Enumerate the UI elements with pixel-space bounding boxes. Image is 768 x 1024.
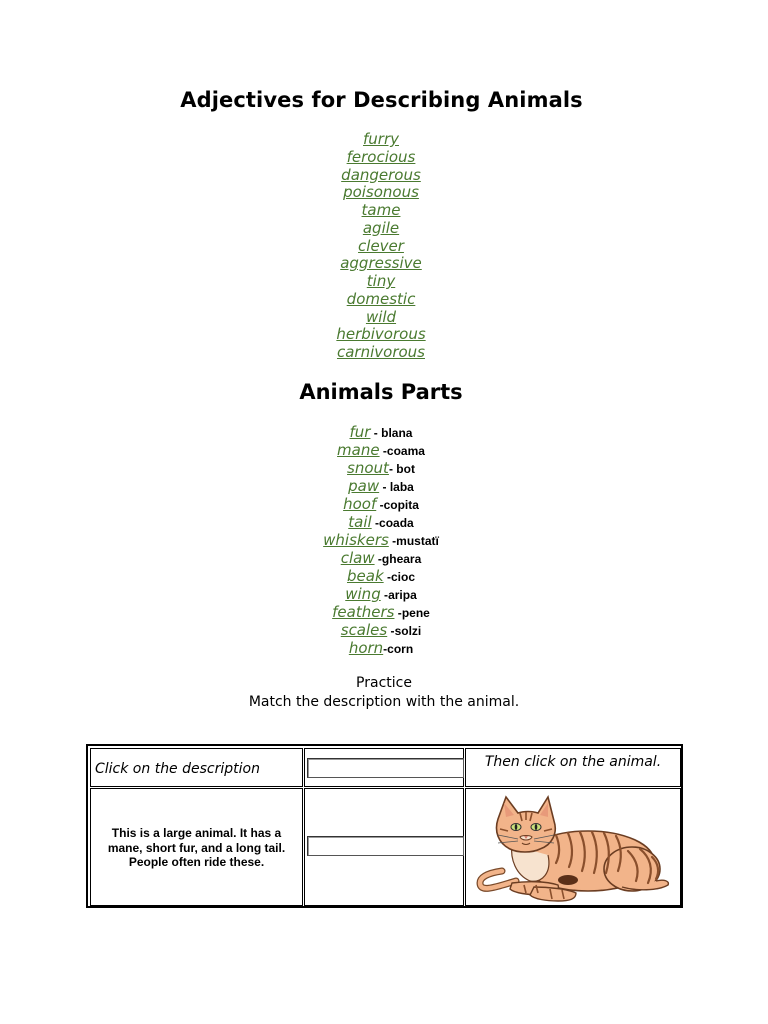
separator: - (394, 606, 402, 620)
separator: - (380, 588, 389, 602)
romanian-translation: aripa (388, 588, 417, 602)
animal-part-link[interactable]: snout (347, 459, 389, 477)
adjective-link[interactable]: domestic (346, 289, 416, 308)
cat-image[interactable] (476, 789, 676, 905)
romanian-translation: bot (396, 462, 415, 476)
romanian-translation: coada (379, 516, 414, 530)
animal-parts-title: Animals Parts (299, 380, 463, 404)
adjective-list (0, 131, 762, 362)
romanian-translation: pene (401, 606, 430, 620)
separator: - (383, 642, 388, 656)
animal-part-link[interactable]: claw (340, 549, 375, 567)
animal-part-item (0, 495, 762, 513)
quiz-header-answer-cell (304, 748, 464, 787)
adjective-link[interactable]: aggressive (340, 254, 422, 273)
romanian-translation: corn (387, 642, 414, 656)
animal-part-link[interactable]: beak (347, 567, 384, 585)
animal-part-item (0, 639, 762, 657)
romanian-translation: mustatï (396, 534, 439, 548)
adjective-link[interactable]: tiny (366, 272, 396, 290)
separator: - (388, 462, 397, 476)
animal-part-item (0, 567, 762, 585)
answer-input-1[interactable] (307, 758, 464, 778)
separator: - (371, 516, 380, 530)
separator: - (376, 498, 384, 512)
quiz-answer-cell (304, 788, 464, 906)
romanian-translation: coama (386, 444, 425, 458)
adjective-link[interactable]: clever (358, 236, 404, 255)
animal-part-link[interactable]: tail (348, 513, 372, 531)
animal-part-item (0, 441, 762, 459)
animal-part-link[interactable]: feathers (332, 603, 395, 621)
animal-part-item (0, 513, 762, 531)
animal-part-link[interactable]: fur (349, 423, 371, 441)
romanian-translation: cioc (390, 570, 415, 584)
animal-part-link[interactable]: horn (348, 639, 384, 657)
animal-part-link[interactable]: paw (348, 477, 380, 495)
separator: - (388, 534, 397, 548)
adjective-link[interactable]: dangerous (341, 165, 421, 184)
adjective-link[interactable]: poisonous (343, 183, 419, 202)
adjective-link[interactable]: agile (362, 218, 400, 237)
animal-part-link[interactable]: mane (337, 441, 380, 459)
animal-part-item (0, 585, 762, 603)
romanian-translation: blana (381, 426, 413, 440)
quiz-description-cell[interactable] (90, 788, 303, 906)
animal-part-item (0, 423, 762, 441)
adjective-link[interactable]: tame (361, 201, 401, 219)
quiz-animal-cell[interactable] (465, 788, 681, 906)
animal-part-link[interactable]: wing (345, 585, 381, 603)
adjective-link[interactable]: ferocious (346, 147, 416, 166)
adjective-link[interactable]: furry (363, 130, 399, 148)
animal-part-item (0, 459, 762, 477)
romanian-translation: gheara (381, 552, 422, 566)
animal-part-link[interactable]: hoof (343, 495, 377, 513)
adjective-link[interactable]: wild (365, 307, 397, 326)
adjective-link[interactable]: herbivorous (336, 325, 426, 344)
separator: - (387, 624, 395, 638)
animal-part-link[interactable]: whiskers (323, 531, 389, 549)
animal-part-item (0, 531, 762, 549)
separator: - (379, 444, 387, 458)
romanian-translation: solzi (394, 624, 422, 638)
quiz-header-description (90, 748, 303, 787)
quiz-description-text[interactable]: This is a large animal. It has a mane, short fur, and a long tail. People often ride these. (107, 826, 286, 869)
matching-quiz-table (86, 744, 683, 908)
animal-parts-list (0, 423, 762, 657)
answer-input-2[interactable] (307, 836, 464, 856)
animal-part-item (0, 477, 762, 495)
adjective-link[interactable]: carnivorous (336, 343, 425, 361)
animal-part-item (0, 621, 762, 639)
separator: - (374, 552, 382, 566)
quiz-header-animal (465, 748, 681, 787)
animal-part-item (0, 603, 762, 621)
separator: - (370, 426, 382, 440)
practice-heading: Practice (356, 675, 412, 691)
page-title: Adjectives for Describing Animals (180, 88, 583, 112)
romanian-translation: laba (389, 480, 414, 494)
romanian-translation: copita (383, 498, 419, 512)
quiz-header-description-label: Click on the description (95, 761, 260, 777)
animal-part-link[interactable]: scales (340, 621, 388, 639)
quiz-header-animal-label: Then click on the animal. (484, 754, 662, 770)
separator: - (379, 480, 390, 494)
separator: - (383, 570, 391, 584)
animal-part-item (0, 549, 762, 567)
practice-instruction: Match the description with the animal. (248, 694, 520, 710)
